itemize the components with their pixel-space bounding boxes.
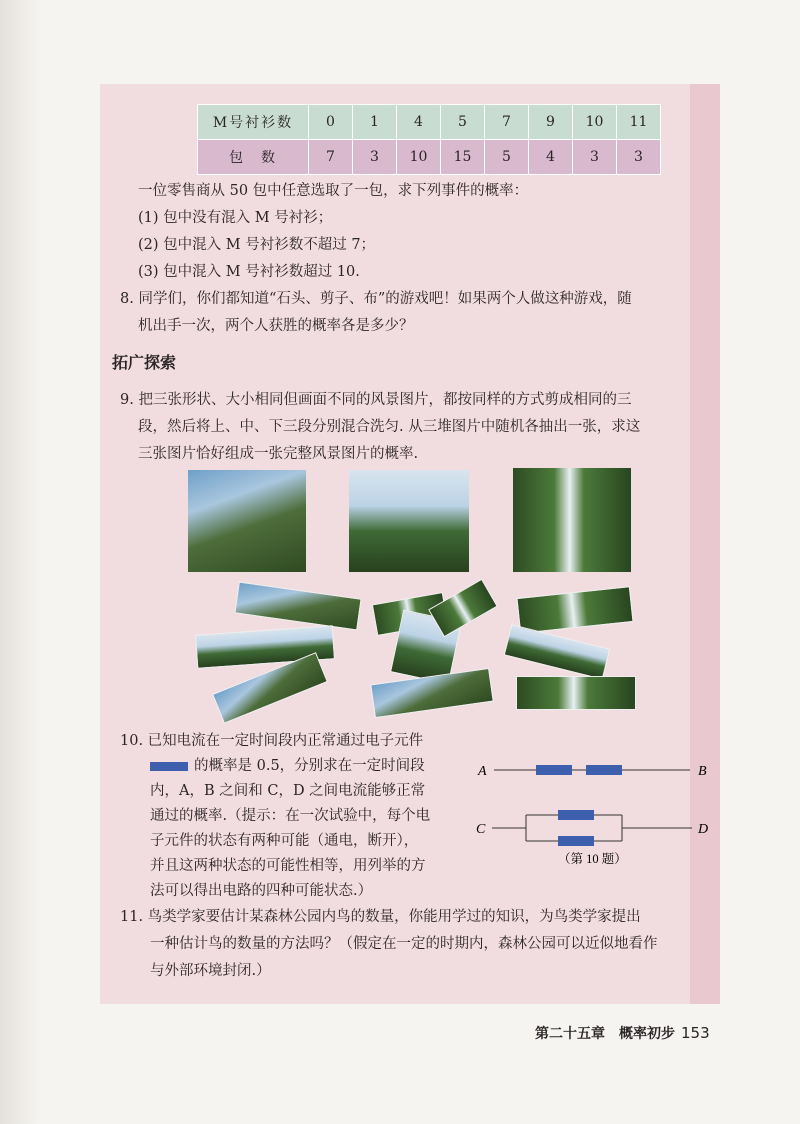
- landscape-photo-1: [188, 470, 306, 572]
- q10-line-1: 10. 已知电流在一定时间段内正常通过电子元件: [120, 733, 424, 749]
- table-row: [198, 105, 661, 140]
- q9-line-3: 三张图片恰好组成一张完整风景图片的概率.: [138, 446, 419, 462]
- landscape-photo-2: [349, 470, 469, 572]
- table-cell: 7: [309, 140, 353, 175]
- table-cell: 15: [441, 140, 485, 175]
- q7-item-3: (3) 包中混入 M 号衬衫数超过 10.: [138, 264, 360, 280]
- table-cell: 5: [441, 105, 485, 140]
- q11-line-3: 与外部环境封闭.）: [150, 963, 271, 979]
- resistor-icon: [150, 762, 188, 771]
- q11-line-2: 一种估计鸟的数量的方法吗？（假定在一定的时期内，森林公园可以近似地看作: [150, 936, 658, 952]
- table-cell: 3: [353, 140, 397, 175]
- resistor-ab-1: [536, 765, 572, 775]
- table-cell: 5: [485, 140, 529, 175]
- section-title: 拓广探索: [112, 353, 177, 372]
- q7-item-2: (2) 包中混入 M 号衬衫数不超过 7；: [138, 237, 376, 253]
- q7-intro: 一位零售商从 50 包中任意选取了一包，求下列事件的概率：: [138, 183, 529, 199]
- q10-line-5: 子元件的状态有两种可能（通电，断开），: [150, 833, 419, 849]
- q8-line-2: 机出手一次，两个人获胜的概率各是多少？: [138, 318, 414, 334]
- table-cell: 9: [529, 105, 573, 140]
- label-b: B: [698, 764, 707, 779]
- q8-line-1: 8. 同学们，你们都知道“石头、剪子、布”的游戏吧！如果两个人做这种游戏，随: [120, 291, 632, 307]
- chapter-title: 第二十五章 概率初步: [535, 1026, 675, 1042]
- table-cell: 4: [529, 140, 573, 175]
- page-number: 153: [681, 1024, 710, 1042]
- photo-strip: [516, 676, 636, 710]
- resistor-cd-2: [558, 836, 594, 846]
- table-cell: 11: [617, 105, 661, 140]
- table-cell: 0: [309, 105, 353, 140]
- resistor-cd-1: [558, 810, 594, 820]
- q10-line-4: 通过的概率.（提示：在一次试验中，每个电: [150, 808, 431, 824]
- label-a: A: [478, 764, 487, 779]
- table-header-packs: 包 数: [198, 140, 309, 175]
- q10-line-3: 内，A，B 之间和 C，D 之间电流能够正常: [150, 783, 426, 799]
- table-row: [198, 140, 661, 175]
- circuit-diagram: [470, 755, 720, 870]
- resistor-ab-2: [586, 765, 622, 775]
- q10-line-7: 法可以得出电路的四种可能状态.）: [150, 883, 373, 899]
- q7-item-1: (1) 包中没有混入 M 号衬衫；: [138, 210, 333, 226]
- landscape-photo-3: [513, 468, 631, 572]
- q10-line-6: 并且这两种状态的可能性相等，用列举的方: [150, 858, 426, 874]
- q11-line-1: 11. 鸟类学家要估计某森林公园内鸟的数量，你能用学过的知识，为鸟类学家提出: [120, 909, 641, 925]
- label-c: C: [476, 822, 486, 837]
- table-cell: 3: [617, 140, 661, 175]
- figure-caption: （第 10 题）: [558, 852, 627, 866]
- label-d: D: [698, 822, 709, 837]
- table-cell: 10: [573, 105, 617, 140]
- q9-line-1: 9. 把三张形状、大小相同但画面不同的风景图片，都按同样的方式剪成相同的三: [120, 392, 632, 408]
- table-cell: 1: [353, 105, 397, 140]
- table-cell: 4: [397, 105, 441, 140]
- q10-line-2: 的概率是 0.5，分别求在一定时间段: [194, 758, 425, 774]
- table-cell: 10: [397, 140, 441, 175]
- q9-line-2: 段，然后将上、中、下三段分别混合洗匀. 从三堆图片中随机各抽出一张，求这: [138, 419, 641, 435]
- table-header-shirts: M号衬衫数: [198, 105, 309, 140]
- shirt-count-table: [197, 104, 661, 175]
- table-cell: 3: [573, 140, 617, 175]
- page-footer: [535, 1023, 710, 1043]
- binding-shadow: [0, 0, 40, 1124]
- table-cell: 7: [485, 105, 529, 140]
